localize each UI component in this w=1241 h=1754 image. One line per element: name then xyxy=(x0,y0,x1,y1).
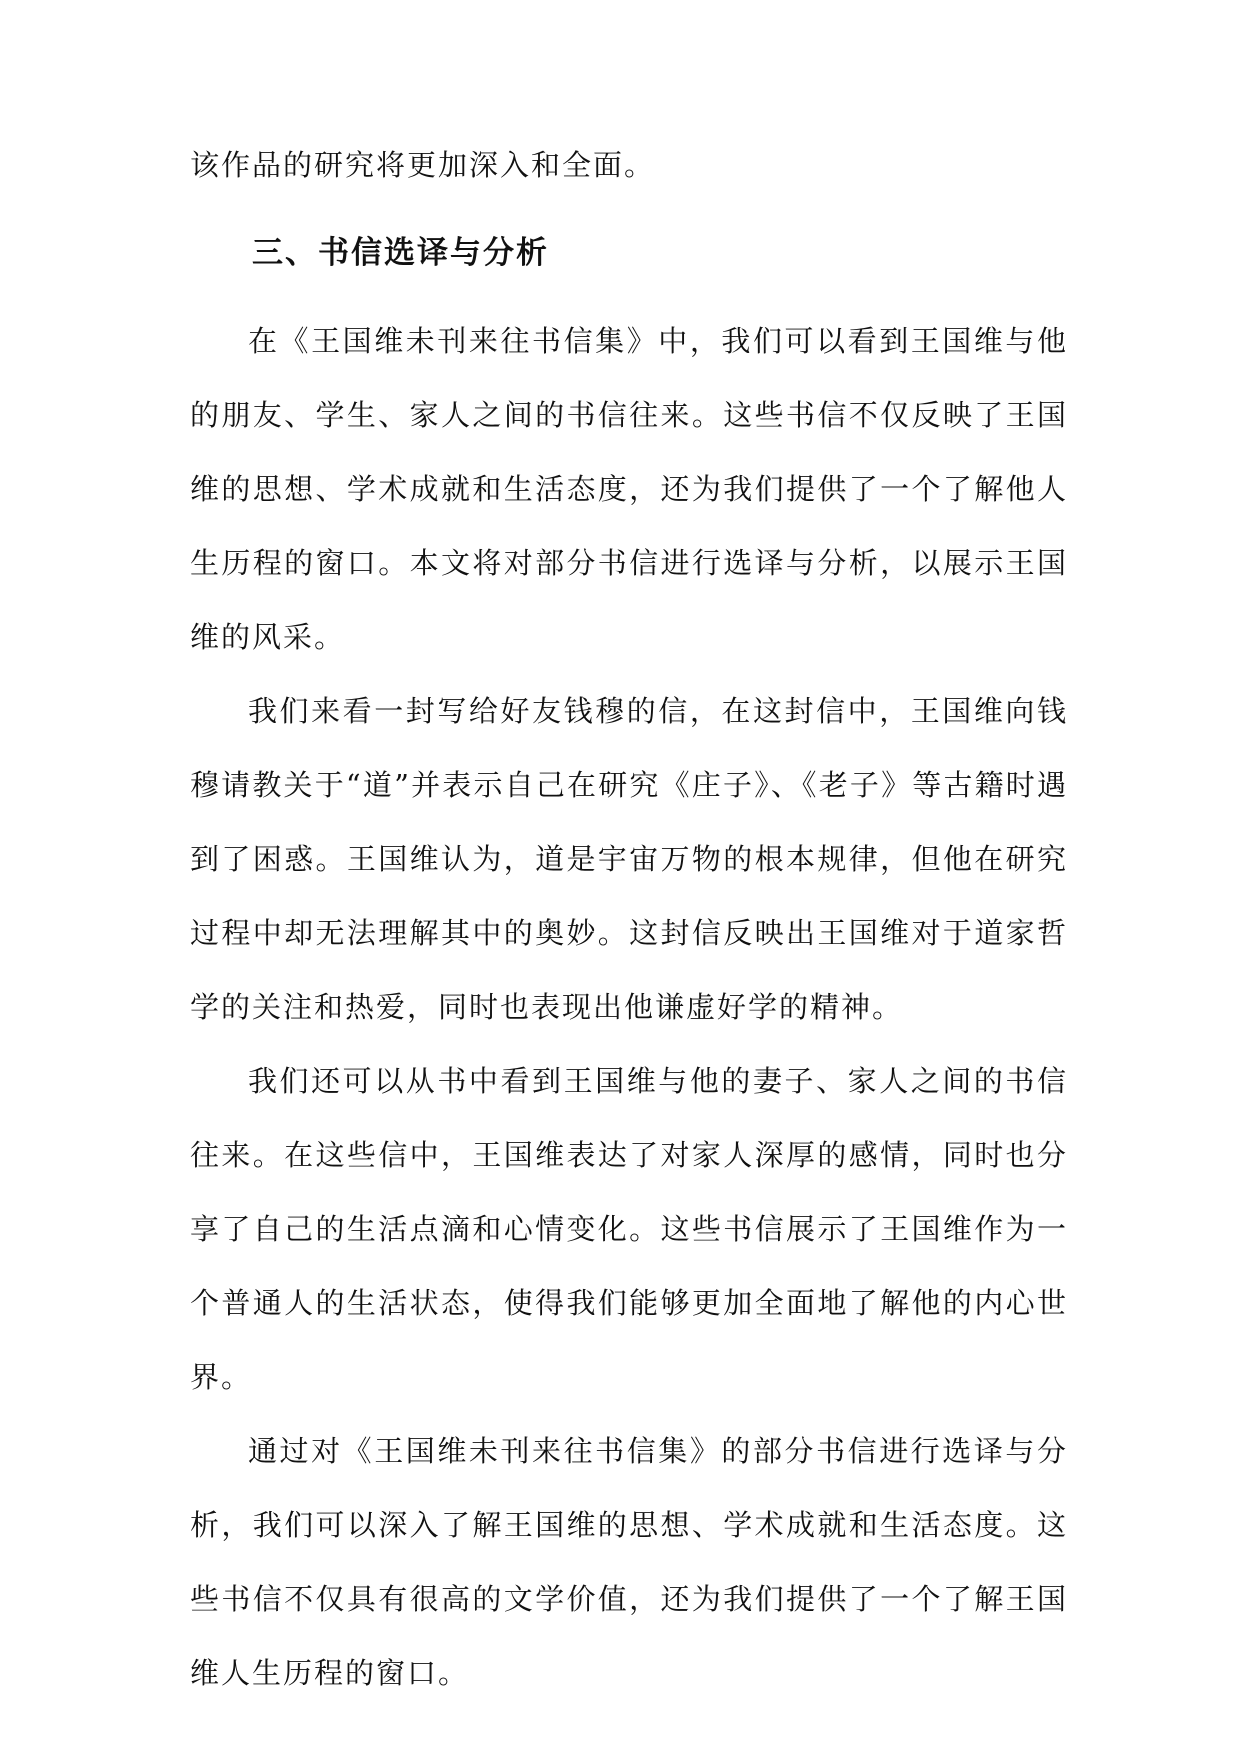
paragraph-3: 我们还可以从书中看到王国维与他的妻子、家人之间的书信往来。在这些信中，王国维表达了对家人深厚的感情，同时也分享了自己的生活点滴和心情变化。这些书信展示了王国维作为一个普通人的生活状态，使得我们能够更加全面地了解他的内心世界。 xyxy=(190,1064,1068,1394)
page-content xyxy=(190,128,1068,1710)
paragraph-1: 在《王国维未刊来往书信集》中，我们可以看到王国维与他的朋友、学生、家人之间的书信往来。这些书信不仅反映了王国维的思想、学术成就和生活态度，还为我们提供了一个了解他人生历程的窗口。本文将对部分书信进行选译与分析，以展示王国维的风采。 xyxy=(190,324,1068,654)
paragraph-2: 我们来看一封写给好友钱穆的信，在这封信中，王国维向钱穆请教关于“道”并表示自己在研究《庄子》、《老子》等古籍时遇到了困惑。王国维认为，道是宇宙万物的根本规律，但他在研究过程中却无法理解其中的奥妙。这封信反映出王国维对于道家哲学的关注和热爱，同时也表现出他谦虚好学的精神。 xyxy=(190,694,1068,1024)
continuation-paragraph: 该作品的研究将更加深入和全面。 xyxy=(190,148,656,182)
paragraph-4: 通过对《王国维未刊来往书信集》的部分书信进行选译与分析，我们可以深入了解王国维的思想、学术成就和生活态度。这些书信不仅具有很高的文学价值，还为我们提供了一个了解王国维人生历程的窗口。 xyxy=(190,1434,1068,1690)
section-heading: 三、书信选译与分析 xyxy=(252,235,549,271)
